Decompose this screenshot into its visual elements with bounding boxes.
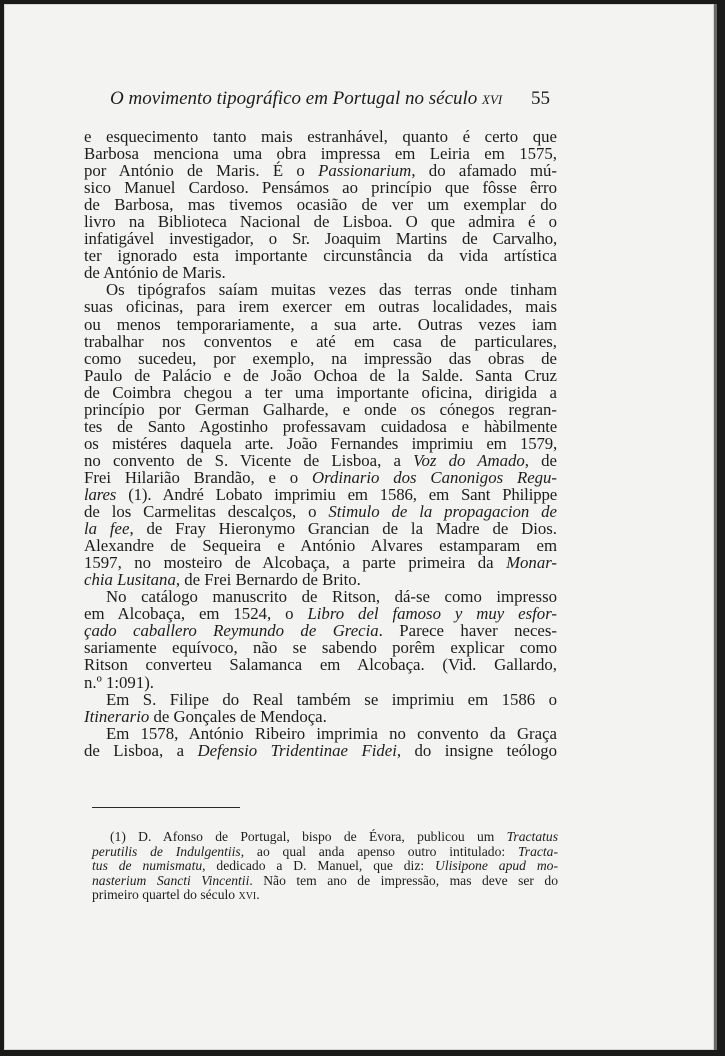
text-line: de los Carmelitas descalços, o Stimulo de la propagacion de <box>84 502 557 522</box>
text-line: lares (1). André Lobato imprimiu em 1586, em Sant Philippe <box>84 484 557 504</box>
text-line: princípio por German Galharde, e onde os cónegos regran- <box>84 399 557 419</box>
page-number: 55 <box>531 88 550 109</box>
text-line: como sucedeu, por exemplo, na impressão das obras de <box>84 348 557 368</box>
footnote <box>92 830 558 903</box>
text-line: trabalhar nos conventos e até em casa de particulares, <box>84 331 557 351</box>
text-line: sariamente equívoco, não se sabendo porêm explicar como <box>84 638 557 658</box>
text-line: Barbosa menciona uma obra impressa em Leiria em 1575, <box>84 144 557 164</box>
footnote-line: primeiro quartel do século xvi. <box>92 887 260 903</box>
text-line: de António de Maris. <box>84 263 226 283</box>
text-line: Frei Hilarião Brandão, e o Ordinario dos Canonigos Regu- <box>84 467 558 487</box>
book-page <box>4 4 714 1050</box>
text-line: Itinerario de Gonçales de Mendoça. <box>84 706 327 726</box>
text-line: de Lisboa, a Defensio Tridentinae Fidei, do insigne teólogo <box>84 740 558 760</box>
text-line: Ritson converteu Salamanca em Alcobaça. (Vid. Gallardo, <box>84 655 557 675</box>
text-line: çado caballero Reymundo de Grecia. Parece haver neces- <box>84 621 557 641</box>
footnote-rule <box>92 807 240 808</box>
text-line: ter ignorado esta importante circunstância da vida artística <box>84 246 557 266</box>
text-line: Em S. Filipe do Real também se imprimiu em 1586 o <box>106 689 557 709</box>
text-line: no convento de S. Vicente de Lisboa, a Voz do Amado, de <box>84 450 557 470</box>
text-line: chia Lusitana, de Frei Bernardo de Brito. <box>84 570 361 590</box>
text-line: ou menos temporariamente, a sua arte. Outras vezes iam <box>84 314 557 334</box>
footnote-line: tus de numismatu, dedicado a D. Manuel, que diz: Ulisipone apud mo- <box>92 858 559 874</box>
text-line: No catálogo manuscrito de Ritson, dá-se como impresso <box>106 587 557 607</box>
text-line: tes de Santo Agostinho professavam cuidadosa e hàbilmente <box>84 416 557 436</box>
running-title: O movimento tipográfico em Portugal no século xvi <box>110 88 503 109</box>
text-line: de Coimbra chegou a ter uma importante oficina, dirigida a <box>84 382 557 402</box>
footnote-line: (1) D. Afonso de Portugal, bispo de Évora, publicou um Tractatus <box>110 829 558 844</box>
text-line: Paulo de Palácio e de João Ochoa de la Salde. Santa Cruz <box>84 365 557 385</box>
text-line: 1597, no mosteiro de Alcobaça, a parte primeira da Monar- <box>84 553 557 573</box>
text-line: Em 1578, António Ribeiro imprimia no convento da Graça <box>106 723 557 743</box>
text-line: de Barbosa, mas tivemos ocasião de ver um exemplar do <box>84 195 557 215</box>
text-line: n.º 1:091). <box>84 672 154 692</box>
body-text <box>84 128 557 759</box>
text-line: la fee, de Fray Hieronymo Grancian de la Madre de Dios. <box>84 519 557 539</box>
text-line: livro na Biblioteca Nacional de Lisboa. O que admira é o <box>84 212 557 232</box>
text-line: Os tipógrafos saíam muitas vezes das terras onde tinham <box>106 280 557 300</box>
text-line: os mistéres daquela arte. João Fernandes imprimiu em 1579, <box>84 433 557 453</box>
footnote-line: nasterium Sancti Vincentii. Não tem ano de impressão, mas deve ser do <box>92 872 558 888</box>
text-line: Alexandre de Sequeira e António Alvares estamparam em <box>84 536 557 556</box>
running-header <box>110 88 550 110</box>
text-line: sico Manuel Cardoso. Pensámos ao princípio que fôsse êrro <box>84 178 557 198</box>
text-line: suas oficinas, para irem exercer em outras localidades, mais <box>84 297 557 317</box>
text-line: em Alcobaça, em 1524, o Libro del famoso y muy esfor- <box>84 604 557 624</box>
text-line: infatigável investigador, o Sr. Joaquim Martins de Carvalho, <box>84 229 557 249</box>
footnote-line: perutilis de Indulgentiis, ao qual anda apenso outro intitulado: Tracta- <box>92 843 558 859</box>
text-line: e esquecimento tanto mais estranhável, quanto é certo que <box>84 127 557 146</box>
text-line: por António de Maris. É o Passionarium, do afamado mú- <box>84 161 557 181</box>
